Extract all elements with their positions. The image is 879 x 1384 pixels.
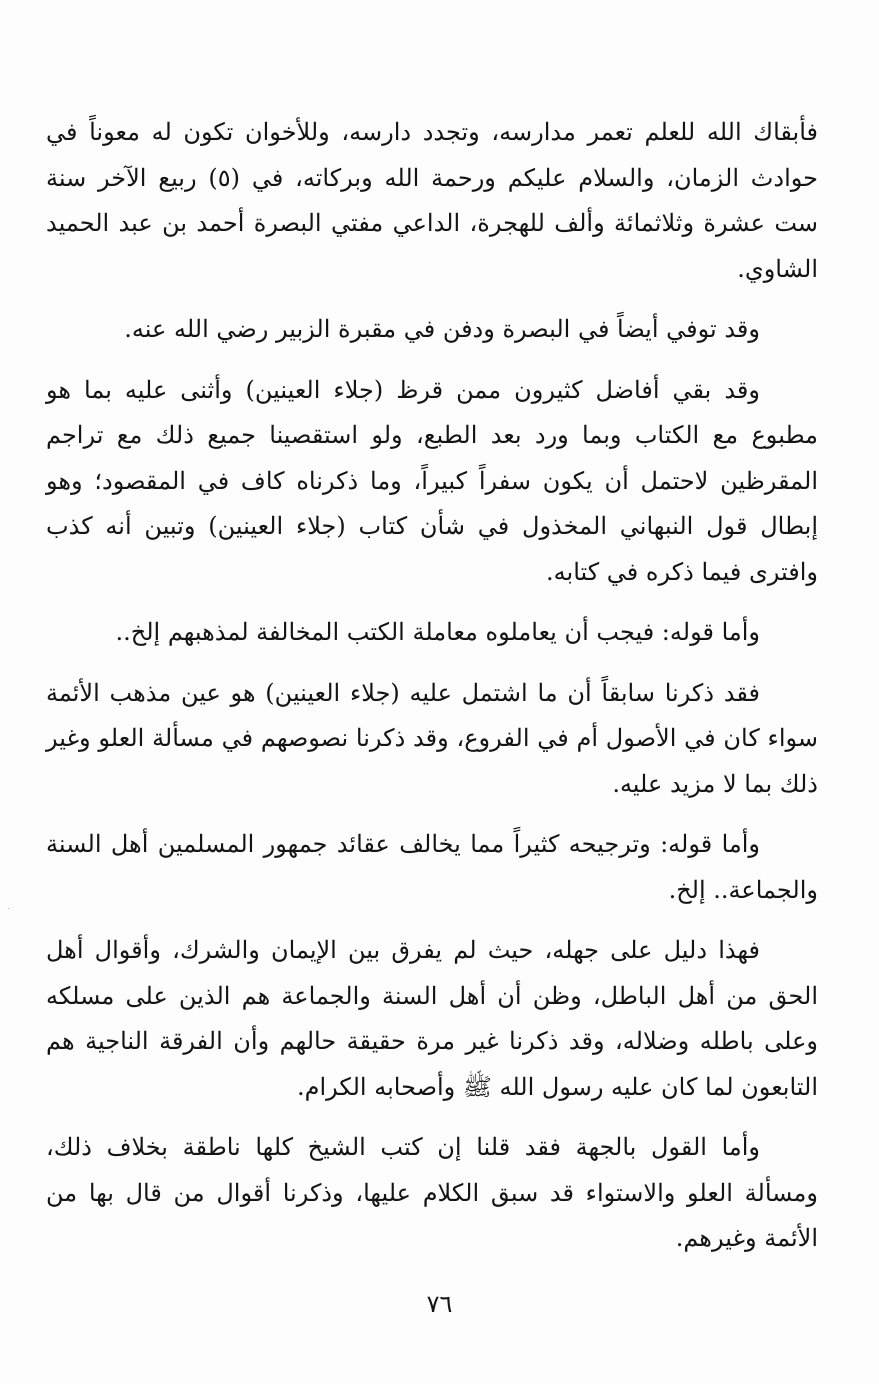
paragraph-quote-1: وأما قوله: فيجب أن يعاملوه معاملة الكتب المخالفة لمذهبهم إلخ..: [115, 618, 760, 646]
paragraph-death-note: وقد توفي أيضاً في البصرة ودفن في مقبرة الزبير رضي الله عنه.: [124, 315, 760, 343]
paragraph-quote-2: وأما قوله: وترجيحه كثيراً مما يخالف عقائد جمهور المسلمين أهل السنة والجماعة.. إلخ.: [46, 830, 818, 904]
paragraph-reply-2: فهذا دليل على جهله، حيث لم يفرق بين الإيمان والشرك، وأقوال أهل الحق من أهل الباطل، وظن أن أهل السنة والجماعة هم الذين على مسلكه وعلى باطله وضلاله، وقد ذكرنا غير مرة حقيقة حالهم وأن الفرقة الناجية هم التابعون لما كان عليه رسول الله ﷺ وأصحابه الكرام.: [46, 936, 818, 1101]
paragraph-direction: وأما القول بالجهة فقد قلنا إن كتب الشيخ كلها ناطقة بخلاف ذلك، ومسألة العلو والاستواء قد سبق الكلام عليها، وذكرنا أقوال من قال بها من الأئمة وغيرهم.: [46, 1133, 818, 1252]
page-number: ٧٦: [426, 1290, 453, 1318]
paragraph-closing-letter: فأبقاك الله للعلم تعمر مدارسه، وتجدد دارسه، وللأخوان تكون له معوناً في حوادث الزمان، والسلام عليكم ورحمة الله وبركاته، في (٥) ربيع الآخر سنة ست عشرة وثلاثمائة وألف للهجرة، الداعي مفتي البصرة أحمد بن عبد الحميد الشاوي.: [46, 118, 818, 283]
paragraph-reply-1: فقد ذكرنا سابقاً أن ما اشتمل عليه (جلاء العينين) هو عين مذهب الأئمة سواء كان في الأصول أم في الفروع، وقد ذكرنا نصوصهم في مسألة العلو وغير ذلك بما لا مزيد عليه.: [46, 678, 818, 798]
paragraph-endorsements: وقد بقي أفاضل كثيرون ممن قرظ (جلاء العينين) وأثنى عليه بما هو مطبوع مع الكتاب وبما ورد بعد الطبع، ولو استقصينا جميع ذلك مع تراجم المقرظين لاحتمل أن يكون سفراً كبيراً، وما ذكرناه كاف في المقصود؛ وهو إبطال قول النبهاني المخذول في شأن كتاب (جلاء العينين) وتبين أنه كذب وافترى فيما ذكره في كتابه.: [46, 375, 818, 586]
scan-speck: [8, 908, 9, 909]
page-body: [46, 110, 818, 1277]
